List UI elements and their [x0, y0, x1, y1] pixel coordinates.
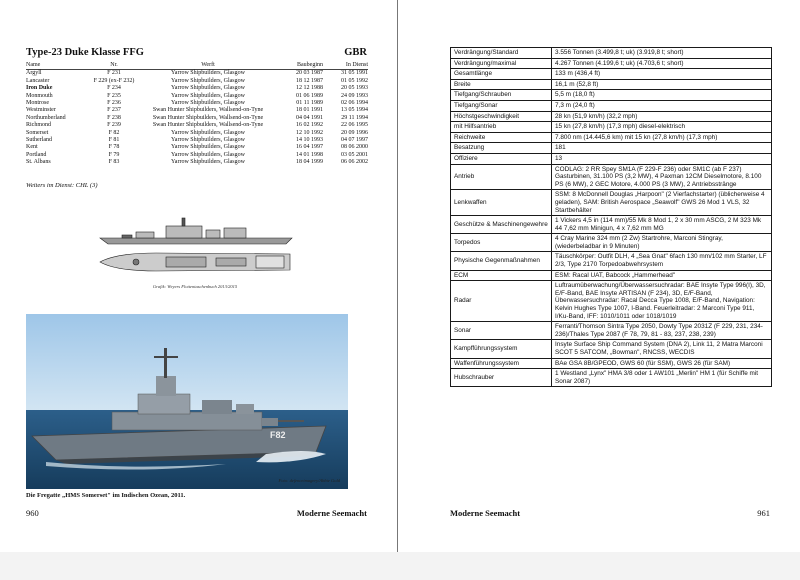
ship-name: Monmouth — [26, 92, 53, 99]
col-name-header: Name — [26, 62, 41, 68]
drawing-caption: Grafik: Weyers Flottentaschenbuch 2013/2015 — [152, 284, 238, 289]
spec-label: Reichweite — [451, 132, 552, 143]
left-page-number: 960 — [26, 508, 39, 518]
ship-laid-down: 14 10 1993 — [296, 137, 323, 144]
spec-label: Lenkwaffen — [451, 190, 552, 216]
spec-row — [451, 132, 772, 143]
ship-yard: Yarrow Shipbuilders, Glasgow — [171, 100, 245, 107]
spec-value: 16,1 m (52,8 ft) — [552, 79, 772, 90]
ship-name: Iron Duke — [26, 85, 53, 92]
frigate-photo-image — [26, 314, 348, 489]
ship-commissioned: 22 06 1995 — [341, 122, 368, 129]
ship-row — [26, 122, 368, 129]
right-page-footer — [450, 508, 770, 518]
spec-row — [451, 369, 772, 387]
spec-value: 15 kn (27,8 km/h) (17,3 mph) diesel-elektrisch — [552, 122, 772, 133]
ship-row — [26, 159, 368, 166]
ship-number: F 229 (ex-F 232) — [93, 77, 135, 84]
ship-row — [26, 93, 368, 100]
ship-commissioned: 20 09 1996 — [341, 129, 368, 136]
spec-value: 4 Cray Marine 324 mm (2 Zw) Startrohre, Marconi Stingray, (wiederbeladbar in 9 Minuten) — [552, 234, 772, 252]
ship-number: F 236 — [107, 100, 121, 107]
spec-label: Tiefgang/Schrauben — [451, 90, 552, 101]
ship-name: Portland — [26, 151, 47, 158]
spec-row — [451, 100, 772, 111]
ship-number: F 237 — [107, 107, 121, 114]
spec-value: 1 Vickers 4,5 in (114 mm)/55 Mk 8 Mod 1, 2 x 30 mm ASCG, 2 M 323 Mk 44 7,62 mm Minigun, 4 x 7,62 mm MG — [552, 216, 772, 234]
ship-row — [26, 115, 368, 122]
spec-row — [451, 48, 772, 59]
ship-yard: Yarrow Shipbuilders, Glasgow — [171, 85, 245, 92]
ship-yard: Yarrow Shipbuilders, Glasgow — [171, 144, 245, 151]
right-page — [402, 0, 800, 552]
ship-list-table — [26, 62, 368, 167]
ship-row — [26, 70, 368, 77]
class-title: Type-23 Duke Klasse FFG — [26, 47, 144, 58]
spec-label: Kampfführungssystem — [451, 340, 552, 358]
left-page-footer — [26, 508, 367, 518]
ship-yard: Yarrow Shipbuilders, Glasgow — [171, 137, 245, 144]
ship-row — [26, 85, 368, 92]
ship-row — [26, 107, 368, 114]
spec-label: Hubschrauber — [451, 369, 552, 387]
ship-laid-down: 18 04 1999 — [296, 159, 323, 166]
spec-label: ECM — [451, 270, 552, 281]
ship-commissioned: 24 09 1993 — [341, 92, 368, 99]
spec-row — [451, 322, 772, 340]
spec-row — [451, 111, 772, 122]
ship-yard: Yarrow Shipbuilders, Glasgow — [171, 129, 245, 136]
right-page-number: 961 — [757, 508, 770, 518]
col-werft-header: Werft — [201, 62, 215, 68]
spec-label: Besatzung — [451, 143, 552, 154]
right-page-running-title: Moderne Seemacht — [450, 508, 521, 518]
ship-commissioned: 01 05 1992 — [341, 77, 368, 84]
left-page-running-title: Moderne Seemacht — [296, 508, 367, 518]
ship-name: Argyll — [26, 70, 42, 77]
ship-commissioned: 20 05 1993 — [341, 85, 368, 92]
ship-laid-down: 20 03 1987 — [296, 70, 323, 77]
spec-row — [451, 79, 772, 90]
ship-yard: Yarrow Shipbuilders, Glasgow — [171, 92, 245, 99]
ship-laid-down: 04 04 1991 — [296, 114, 323, 121]
spec-label: Torpedos — [451, 234, 552, 252]
spec-row — [451, 281, 772, 322]
ship-laid-down: 14 01 1998 — [296, 151, 323, 158]
spec-value: Luftraumüberwachung/Überwassersuchradar: BAE Insyte Type 996(I), 3D, E/F-Band, BAE Insyte ARTISAN (F 234), 3D, E/F-Band, Überwassersuchradar: Racal Decca Type 1008, E/F-Band, Navigation: Kelvin Hughes Type 1007, I-Band. Feuerleitradar: 2 Marconi Type 911, I/Ku-Band, IFF: 1010/1011 oder 1018/1019 — [552, 281, 772, 322]
spec-row — [451, 164, 772, 190]
ship-number: F 78 — [108, 144, 120, 151]
spec-label: Antrieb — [451, 164, 552, 190]
spec-row — [451, 122, 772, 133]
spec-label: Höchstgeschwindigkeit — [451, 111, 552, 122]
ship-number: F 231 — [107, 70, 121, 77]
ship-number: F 235 — [107, 92, 121, 99]
spec-label: Sonar — [451, 322, 552, 340]
ship-name: St. Albans — [26, 159, 51, 166]
ship-laid-down: 18 01 1991 — [296, 107, 323, 114]
ship-commissioned: 03 05 2001 — [341, 151, 368, 158]
col-indienst-header: In Dienst — [345, 62, 368, 68]
spec-label: Tiefgang/Sonar — [451, 100, 552, 111]
ship-number: F 238 — [107, 114, 121, 121]
spec-value: SSM: 8 McDonnell Douglas „Harpoon" (2 Vierfachstarter) (üblicherweise 4 geladen), SAM: British Aerospace „Seawolf" GWS 26 Mod 1 VLS, 32 Startbehälter — [552, 190, 772, 216]
ship-yard: Swan Hunter Shipbuilders, Wallsend-on-Tyne — [152, 114, 264, 121]
ship-yard: Yarrow Shipbuilders, Glasgow — [171, 70, 245, 77]
ship-yard: Swan Hunter Shipbuilders, Wallsend-on-Tyne — [152, 122, 264, 129]
ship-number: F 79 — [108, 151, 120, 158]
ship-laid-down: 12 12 1988 — [296, 85, 323, 92]
ship-number: F 239 — [107, 122, 121, 129]
spec-row — [451, 252, 772, 270]
spec-row — [451, 234, 772, 252]
spec-value: 181 — [552, 143, 772, 154]
ship-number: F 82 — [108, 129, 120, 136]
spec-value: Täuschkörper: Outfit DLH, 4 „Sea Gnat" 6fach 130 mm/102 mm Starter, LF 2/3, Type 2170 Torpedoabwehrsystem — [552, 252, 772, 270]
country-code: GBR — [344, 47, 367, 58]
ship-yard: Swan Hunter Shipbuilders, Wallsend-on-Tyne — [152, 107, 264, 114]
ship-name: Kent — [26, 144, 38, 151]
ship-number: F 83 — [108, 159, 120, 166]
ship-table-header — [26, 62, 368, 70]
spec-value: 13 — [552, 153, 772, 164]
ship-row — [26, 78, 368, 85]
spec-label: Waffenführungssystem — [451, 358, 552, 369]
side-view — [100, 218, 292, 244]
spec-label: Radar — [451, 281, 552, 322]
also-in-service-note: Weiters im Dienst: CHL (3) — [26, 182, 98, 189]
ship-commissioned: 31 05 1991 — [341, 70, 368, 77]
top-view — [100, 253, 290, 271]
ship-name: Montrose — [26, 100, 49, 107]
ship-yard: Yarrow Shipbuilders, Glasgow — [171, 77, 245, 84]
spec-value: CODLAG: 2 RR Spey SM1A (F 229-F 236) oder SM1C (ab F 237) Gasturbinen, 31.100 PS (3,2 MW), 4 Paxman 12CM Dieselmotore, 8.100 PS (6 MW), 2 GEC Motore, 4.000 PS (3 MW), 2 Antriebsstränge — [552, 164, 772, 190]
spec-value: Ferranti/Thomson Sintra Type 2050, Dowty Type 2031Z (F 229, 231, 234-236)/Thales Type 2087 (F 78, 79, 81 - 83, 237, 238, 239) — [552, 322, 772, 340]
spec-value: 7,3 m (24,0 ft) — [552, 100, 772, 111]
ship-name: Northumberland — [26, 114, 66, 121]
ship-row — [26, 137, 368, 144]
spec-label: Physische Gegenmaßnahmen — [451, 252, 552, 270]
col-nr-header: Nr. — [110, 62, 118, 68]
ship-name: Richmond — [26, 122, 51, 129]
spec-value: 7.800 nm (14.445,6 km) mit 15 kn (27,8 km/h) (17,3 mph) — [552, 132, 772, 143]
spec-value: 28 kn (51,9 km/h) (32,2 mph) — [552, 111, 772, 122]
ship-yard: Yarrow Shipbuilders, Glasgow — [171, 159, 245, 166]
ship-commissioned: 04 07 1997 — [341, 137, 368, 144]
col-baubeginn-header: Baubeginn — [297, 62, 323, 68]
ship-laid-down: 18 12 1987 — [296, 77, 323, 84]
ship-yard: Yarrow Shipbuilders, Glasgow — [171, 151, 245, 158]
frigate-photo — [26, 314, 348, 489]
ship-name: Sutherland — [26, 137, 52, 144]
ship-commissioned: 02 06 1994 — [341, 100, 368, 107]
spec-label: mit Hilfsantrieb — [451, 122, 552, 133]
spec-label: Gesamtlänge — [451, 69, 552, 80]
photo-credit: Foto: defenceimagery/Abbie Gold — [278, 478, 340, 483]
photo-caption: Die Fregatte „HMS Somerset" im Indischen Ozean, 2011. — [26, 492, 186, 499]
spec-value: ESM: Racal UAT, Babcock „Hammerhead" — [552, 270, 772, 281]
spec-row — [451, 270, 772, 281]
spec-value: 3.556 Tonnen (3.499,8 t; uk) (3.919,8 t; short) — [552, 48, 772, 59]
spec-row — [451, 143, 772, 154]
spec-row — [451, 153, 772, 164]
ship-commissioned: 13 05 1994 — [341, 107, 368, 114]
spec-label: Breite — [451, 79, 552, 90]
ship-row — [26, 100, 368, 107]
ship-profile-drawing — [96, 216, 296, 276]
spec-label: Verdrängung/Standard — [451, 48, 552, 59]
ship-number: F 234 — [107, 85, 121, 92]
spec-label: Verdrängung/maximal — [451, 58, 552, 69]
ship-name: Somerset — [26, 129, 49, 136]
class-header — [26, 47, 367, 58]
spec-label: Offiziere — [451, 153, 552, 164]
spec-row — [451, 358, 772, 369]
spec-value: 133 m (436,4 ft) — [552, 69, 772, 80]
ship-row — [26, 144, 368, 151]
spec-row — [451, 90, 772, 101]
specifications-table — [450, 47, 772, 387]
ship-laid-down: 01 06 1989 — [296, 92, 323, 99]
spec-value: 5,5 m (18,0 ft) — [552, 90, 772, 101]
ship-number: F 81 — [108, 137, 120, 144]
ship-laid-down: 01 11 1989 — [296, 100, 323, 107]
ship-commissioned: 06 06 2002 — [341, 159, 368, 166]
ship-row — [26, 130, 368, 137]
spec-value: Insyte Surface Ship Command System (DNA 2), Link 11, 2 Matra Marconi SCOT 5 SATCOM, „Bowman", RNCSS, WECDIS — [552, 340, 772, 358]
ship-row — [26, 152, 368, 159]
ship-commissioned: 29 11 1994 — [341, 114, 368, 121]
left-page — [0, 0, 397, 552]
spec-value: 4.267 Tonnen (4.199,6 t; uk) (4.703,6 t; short) — [552, 58, 772, 69]
ship-laid-down: 16 02 1992 — [296, 122, 323, 129]
ship-laid-down: 12 10 1992 — [296, 129, 323, 136]
spec-row — [451, 216, 772, 234]
ship-commissioned: 08 06 2000 — [341, 144, 368, 151]
spec-row — [451, 340, 772, 358]
spec-label: Geschütze & Maschinengewehre — [451, 216, 552, 234]
hull-number: F82 — [270, 430, 286, 440]
spec-row — [451, 58, 772, 69]
spec-value: 1 Westland „Lynx" HMA 3/8 oder 1 AW101 „Merlin" HM 1 (für Schiffe mit Sonar 2087) — [552, 369, 772, 387]
ship-name: Westminster — [26, 107, 56, 114]
ship-laid-down: 16 04 1997 — [296, 144, 323, 151]
spec-row — [451, 190, 772, 216]
ship-name: Lancaster — [26, 77, 50, 84]
spec-row — [451, 69, 772, 80]
spec-value: BAe GSA 8B/GPEOD, GWS 60 (für SSM), GWS 26 (für SAM) — [552, 358, 772, 369]
